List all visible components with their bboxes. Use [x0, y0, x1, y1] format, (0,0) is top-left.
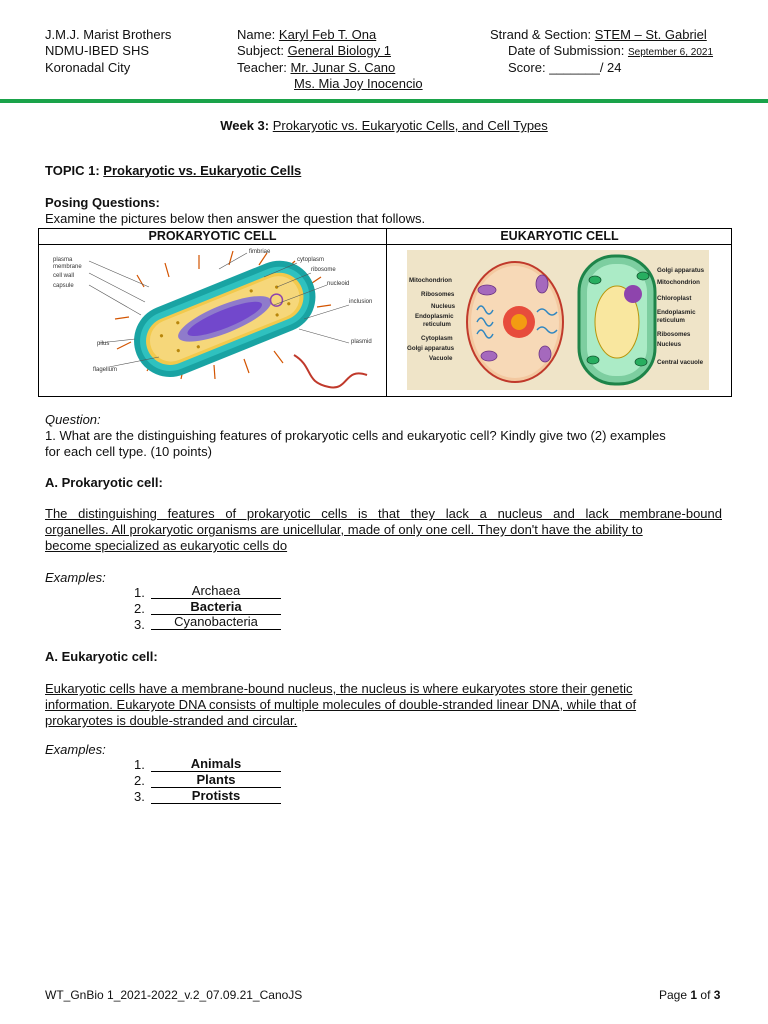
- label-plasmid: plasmid: [351, 339, 372, 345]
- eukaryotic-answer-line-1: Eukaryotic cells have a membrane-bound nucleus, the nucleus is where eukaryotes store their genetic: [45, 681, 633, 696]
- posing-heading: Posing Questions:: [45, 195, 160, 210]
- table-header-rule: [39, 244, 731, 245]
- euk-example-1: Animals: [151, 757, 281, 772]
- euk-label-nucleus: Nucleus: [431, 303, 456, 310]
- teacher-value-2: Ms. Mia Joy Inocencio: [294, 76, 423, 91]
- euk-example-3: Protists: [151, 789, 281, 804]
- prokaryotic-answer-line-1: The distinguishing features of prokaryotic cells is that they lack a nucleus and lack membrane-bound: [45, 506, 722, 521]
- week-prefix: Week 3:: [220, 118, 270, 133]
- euk-example-2: Plants: [151, 773, 281, 788]
- euk-label-reticulum-right: reticulum: [657, 317, 685, 324]
- score-value: _______/ 24: [549, 60, 622, 75]
- label-ribosome: ribosome: [311, 267, 336, 273]
- date-value: September 6, 2021: [627, 47, 714, 58]
- euk-label-er: Endoplasmic: [415, 313, 454, 320]
- page-total: 3: [713, 988, 721, 1002]
- eukaryotic-cell-illustration: [407, 250, 709, 390]
- score-label: Score:: [508, 60, 546, 75]
- euk-label-mitochondrion: Mitochondrion: [409, 277, 452, 284]
- week-title: [0, 118, 768, 133]
- date-label: Date of Submission:: [508, 43, 625, 58]
- euk-label-ribosomes-right: Ribosomes: [657, 331, 691, 338]
- footer-doc-code: WT_GnBio 1_2021-2022_v.2_07.09.21_CanoJS: [45, 988, 303, 1002]
- prokaryotic-cell-header: PROKARYOTIC CELL: [148, 229, 277, 243]
- subject-value: General Biology 1: [287, 43, 391, 58]
- prok-example-3: Cyanobacteria: [151, 615, 281, 630]
- euk-label-reticulum: reticulum: [423, 321, 451, 328]
- prokaryotic-answer-line-2: organelles. All prokaryotic organisms are unicellular, made of only one cell. They don't have the ability to: [45, 522, 643, 537]
- eukaryotic-examples-label: Examples:: [45, 742, 106, 757]
- strand-field: [490, 27, 707, 42]
- eukaryotic-heading: A. Eukaryotic cell:: [45, 649, 158, 664]
- euk-label-cytoplasm: Cytoplasm: [421, 335, 453, 342]
- euk-example-num-3: 3.: [134, 789, 145, 804]
- name-field: [237, 27, 376, 42]
- euk-label-nucleus-right: Nucleus: [657, 341, 682, 348]
- footer-page-number: [659, 988, 720, 1002]
- euk-label-central-vacuole: Central vacuole: [657, 359, 704, 366]
- euk-label-mitochondrion-right: Mitochondrion: [657, 279, 700, 286]
- table-column-divider: [386, 229, 387, 396]
- prok-example-num-2: 2.: [134, 601, 145, 616]
- prokaryotic-heading: A. Prokaryotic cell:: [45, 475, 163, 490]
- euk-example-num-2: 2.: [134, 773, 145, 788]
- school-name: J.M.J. Marist Brothers: [45, 27, 172, 42]
- strand-value: STEM – St. Gabriel: [594, 27, 707, 42]
- header-divider: [0, 99, 768, 103]
- euk-label-er-right: Endoplasmic: [657, 309, 696, 316]
- label-membrane: membrane: [53, 264, 82, 270]
- topic-prefix: TOPIC 1:: [45, 163, 100, 178]
- topic-heading: [45, 163, 301, 178]
- euk-label-ribosomes: Ribosomes: [421, 291, 455, 298]
- name-value: Karyl Feb T. Ona: [278, 27, 377, 42]
- question-line-1: 1. What are the distinguishing features of prokaryotic cells and eukaryotic cell? Kindly give two (2) examples: [45, 428, 666, 443]
- question-line-2: for each cell type. (10 points): [45, 444, 212, 459]
- subject-label: Subject:: [237, 43, 284, 58]
- teacher-field: [237, 60, 395, 75]
- teacher-value-1: Mr. Junar S. Cano: [290, 60, 396, 75]
- eukaryotic-answer-line-3: prokaryotes is double-stranded and circular.: [45, 713, 298, 728]
- cell-comparison-table: [38, 228, 732, 397]
- eukaryotic-cell-header: EUKARYOTIC CELL: [500, 229, 619, 243]
- label-inclusion: inclusion: [349, 299, 373, 305]
- prok-example-2: Bacteria: [151, 600, 281, 615]
- prok-example-num-1: 1.: [134, 585, 145, 600]
- euk-label-vacuole: Vacuole: [429, 355, 453, 362]
- school-city: Koronadal City: [45, 60, 131, 75]
- label-pilus: pilus: [97, 341, 110, 347]
- label-fimbriae: fimbriae: [249, 249, 271, 255]
- teacher-label: Teacher:: [237, 60, 287, 75]
- prokaryotic-examples-label: Examples:: [45, 570, 106, 585]
- strand-label: Strand & Section:: [490, 27, 592, 42]
- date-field: [508, 43, 713, 58]
- prok-example-num-3: 3.: [134, 617, 145, 632]
- prok-example-1: Archaea: [151, 584, 281, 599]
- page-prefix: Page: [659, 988, 688, 1002]
- euk-label-golgi: Golgi apparatus: [407, 345, 455, 352]
- label-capsule: capsule: [53, 283, 74, 289]
- label-cytoplasm: cytoplasm: [297, 257, 325, 263]
- eukaryotic-answer-line-2: information. Eukaryote DNA consists of multiple molecules of double-stranded linear DNA, while that of: [45, 697, 637, 712]
- euk-label-golgi-right: Golgi apparatus: [657, 267, 705, 274]
- score-field: [508, 60, 622, 75]
- label-nucleoid: nucleoid: [327, 281, 350, 287]
- euk-label-chloroplast: Chloroplast: [657, 295, 692, 302]
- page-current: 1: [690, 988, 698, 1002]
- school-unit: NDMU-IBED SHS: [45, 43, 150, 58]
- page-of: of: [700, 988, 711, 1002]
- label-plasma: plasma: [53, 257, 73, 263]
- euk-example-num-1: 1.: [134, 757, 145, 772]
- question-label: Question:: [45, 412, 101, 427]
- subject-field: [237, 43, 391, 58]
- week-title-text: Prokaryotic vs. Eukaryotic Cells, and Cell Types: [272, 118, 548, 133]
- prokaryotic-answer-line-3: become specialized as eukaryotic cells do: [45, 538, 288, 553]
- posing-instruction: Examine the pictures below then answer the question that follows.: [45, 211, 426, 226]
- prokaryotic-cell-illustration: [49, 247, 379, 395]
- name-label: Name:: [237, 27, 276, 42]
- label-cell-wall: cell wall: [53, 273, 75, 279]
- label-flagellum: flagellum: [93, 367, 118, 373]
- topic-title: Prokaryotic vs. Eukaryotic Cells: [103, 163, 302, 178]
